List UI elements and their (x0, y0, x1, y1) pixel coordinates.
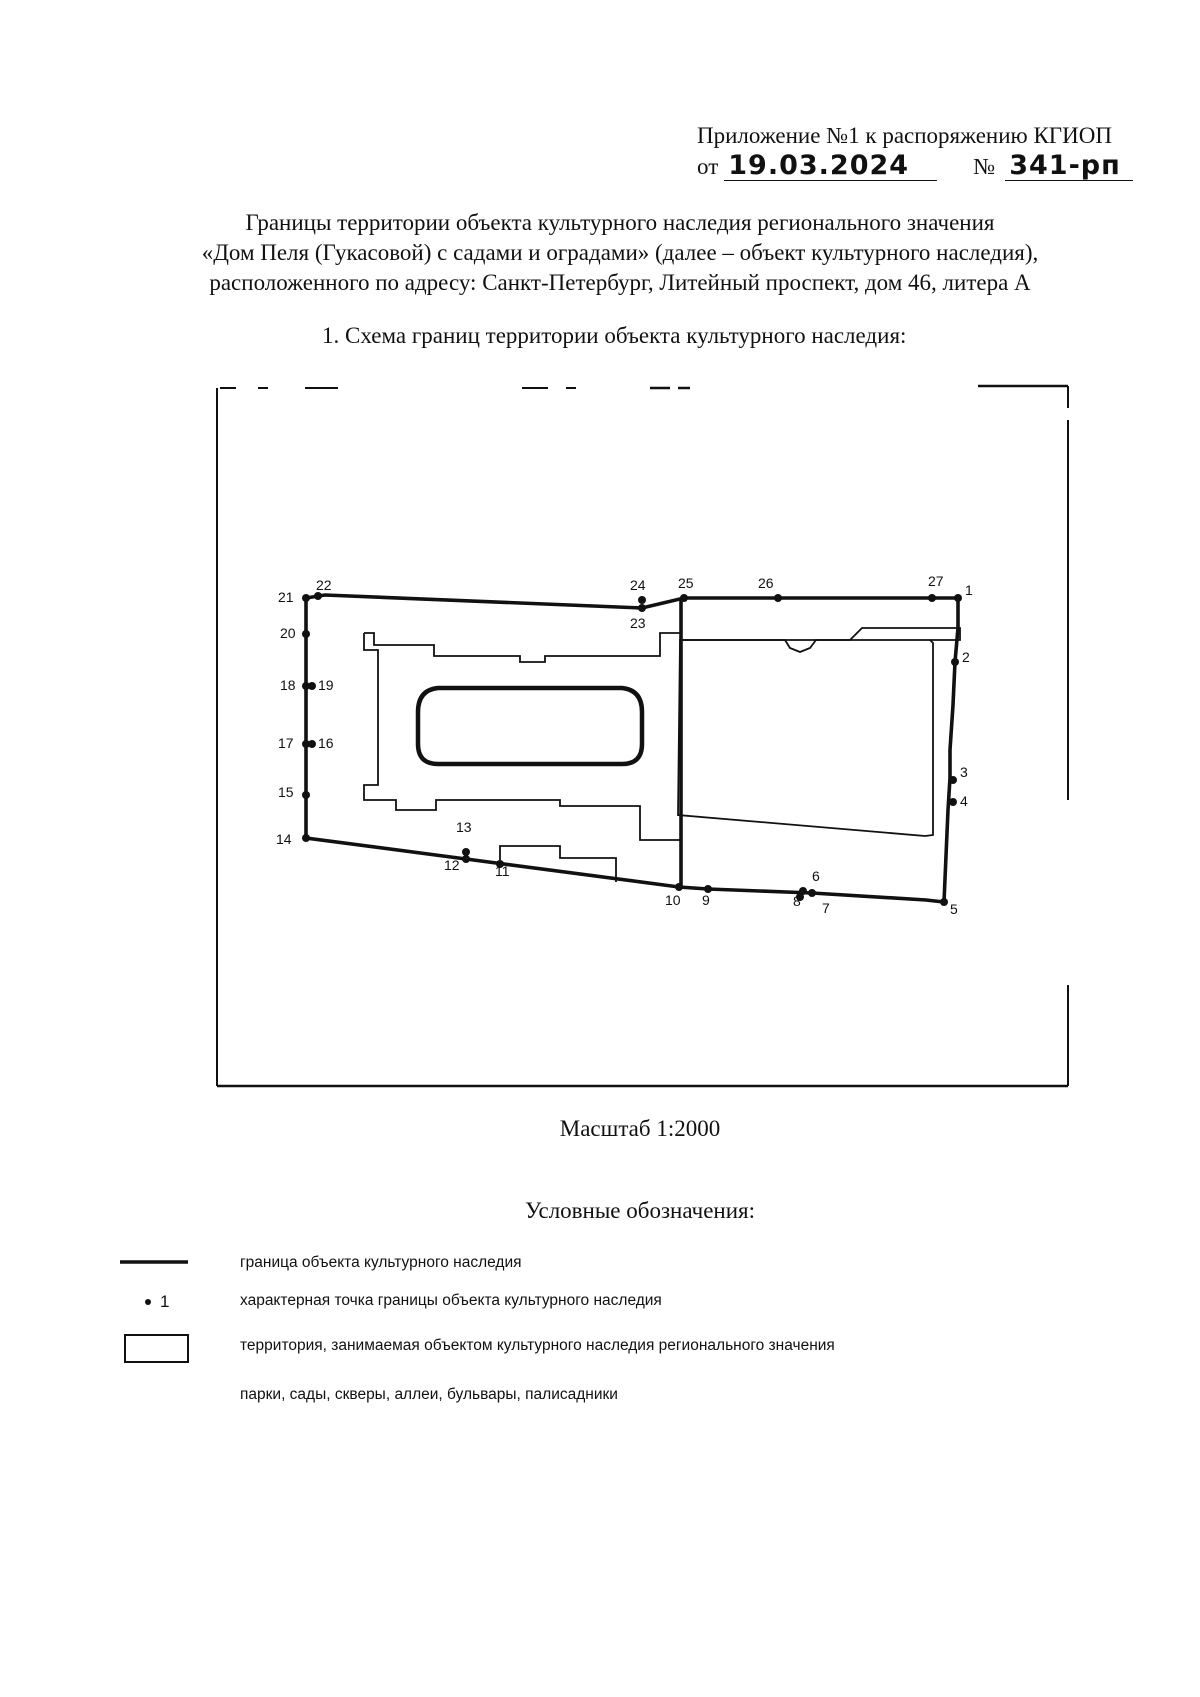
boundary-point-label-9: 9 (702, 892, 710, 908)
boundary-point-14 (302, 834, 310, 842)
scale-label: Масштаб 1:2000 (559, 1116, 721, 1141)
boundary-point-label-20: 20 (280, 625, 296, 641)
boundary-point-label-2: 2 (962, 649, 970, 665)
from-label: от (697, 154, 719, 179)
boundary-point-label-26: 26 (758, 575, 774, 591)
boundary-point-23 (638, 604, 646, 612)
legend-text-boundary: граница объекта культурного наследия (240, 1254, 522, 1271)
boundary-point-24 (638, 596, 646, 604)
boundary-point-label-17: 17 (278, 735, 294, 751)
boundary-point-label-18: 18 (280, 677, 296, 693)
boundary-point-symbol (110, 1288, 190, 1318)
boundary-point-3 (949, 776, 957, 784)
title-line-1: Границы территории объекта культурного наследия регионального значения (245, 210, 995, 235)
legend-row-territory (110, 1333, 1110, 1363)
boundary-line-symbol (110, 1250, 190, 1280)
boundary-point-label-13: 13 (456, 819, 472, 835)
boundary-point-label-5: 5 (950, 901, 958, 917)
legend-point-number: 1 (160, 1292, 170, 1311)
boundary-point-label-1: 1 (965, 582, 973, 598)
boundary-point-labels (276, 573, 973, 917)
boundary-point-label-7: 7 (822, 900, 830, 916)
boundary-point-label-21: 21 (278, 589, 294, 605)
legend-title: Условные обозначения: (524, 1198, 756, 1223)
boundary-point-label-23: 23 (630, 615, 646, 631)
boundary-point-label-25: 25 (678, 575, 694, 591)
title-line-3: расположенного по адресу: Санкт-Петербург, Литейный проспект, дом 46, литера А (209, 270, 1031, 295)
legend-text-parks: парки, сады, скверы, аллеи, бульвары, палисадники (240, 1386, 618, 1403)
boundary-point-17 (302, 740, 310, 748)
title-line-2: «Дом Пеля (Гукасовой) с садами и оградами» (далее – объект культурного наследия), (201, 240, 1039, 265)
legend-text-territory: территория, занимаемая объектом культурного наследия регионального значения (240, 1337, 835, 1354)
boundary-point-label-19: 19 (318, 677, 334, 693)
boundary-point-label-24: 24 (630, 577, 646, 593)
order-date: 19.03.2024 (724, 152, 937, 181)
boundary-point-label-12: 12 (444, 857, 460, 873)
boundary-point-6 (808, 889, 816, 897)
boundary-point-label-10: 10 (665, 892, 681, 908)
legend-row-parks (110, 1382, 1110, 1412)
boundary-point-5 (940, 898, 948, 906)
building-outlines (364, 628, 960, 882)
boundary-point-label-16: 16 (318, 735, 334, 751)
boundary-point-21 (302, 594, 310, 602)
order-number: 341-рп (1005, 152, 1133, 181)
boundary-point-12 (462, 855, 470, 863)
number-sign: № (973, 154, 996, 179)
boundary-point-15 (302, 791, 310, 799)
boundary-point-26 (774, 594, 782, 602)
territory-boundary-line (306, 595, 958, 902)
boundary-point-label-11: 11 (495, 863, 510, 879)
territory-area-symbol (110, 1333, 190, 1363)
boundary-point-label-22: 22 (316, 577, 332, 593)
boundary-point-19 (308, 682, 316, 690)
boundary-point-1 (954, 594, 962, 602)
boundary-point-label-8: 8 (793, 893, 801, 909)
section-heading: 1. Схема границ территории объекта культурного наследия: (322, 323, 907, 348)
legend-row-boundary (110, 1250, 1110, 1280)
boundary-point-27 (928, 594, 936, 602)
boundary-point-13 (462, 848, 470, 856)
boundary-point-4 (949, 798, 957, 806)
legend-text-point: характерная точка границы объекта культурного наследия (240, 1292, 662, 1309)
boundary-point-label-27: 27 (928, 573, 944, 589)
boundary-point-label-3: 3 (960, 764, 968, 780)
appendix-line: Приложение №1 к распоряжению КГИОП (697, 123, 1112, 148)
boundary-point-2 (951, 658, 959, 666)
courtyard-outline (418, 688, 642, 764)
legend-row-point (110, 1288, 1110, 1318)
boundary-point-10 (675, 883, 683, 891)
boundary-point-20 (302, 630, 310, 638)
boundary-point-22 (314, 592, 322, 600)
boundary-point-25 (680, 594, 688, 602)
boundary-point-label-15: 15 (278, 784, 294, 800)
boundary-point-label-6: 6 (812, 868, 820, 884)
boundary-point-label-4: 4 (960, 793, 968, 809)
boundary-point-label-14: 14 (276, 831, 292, 847)
